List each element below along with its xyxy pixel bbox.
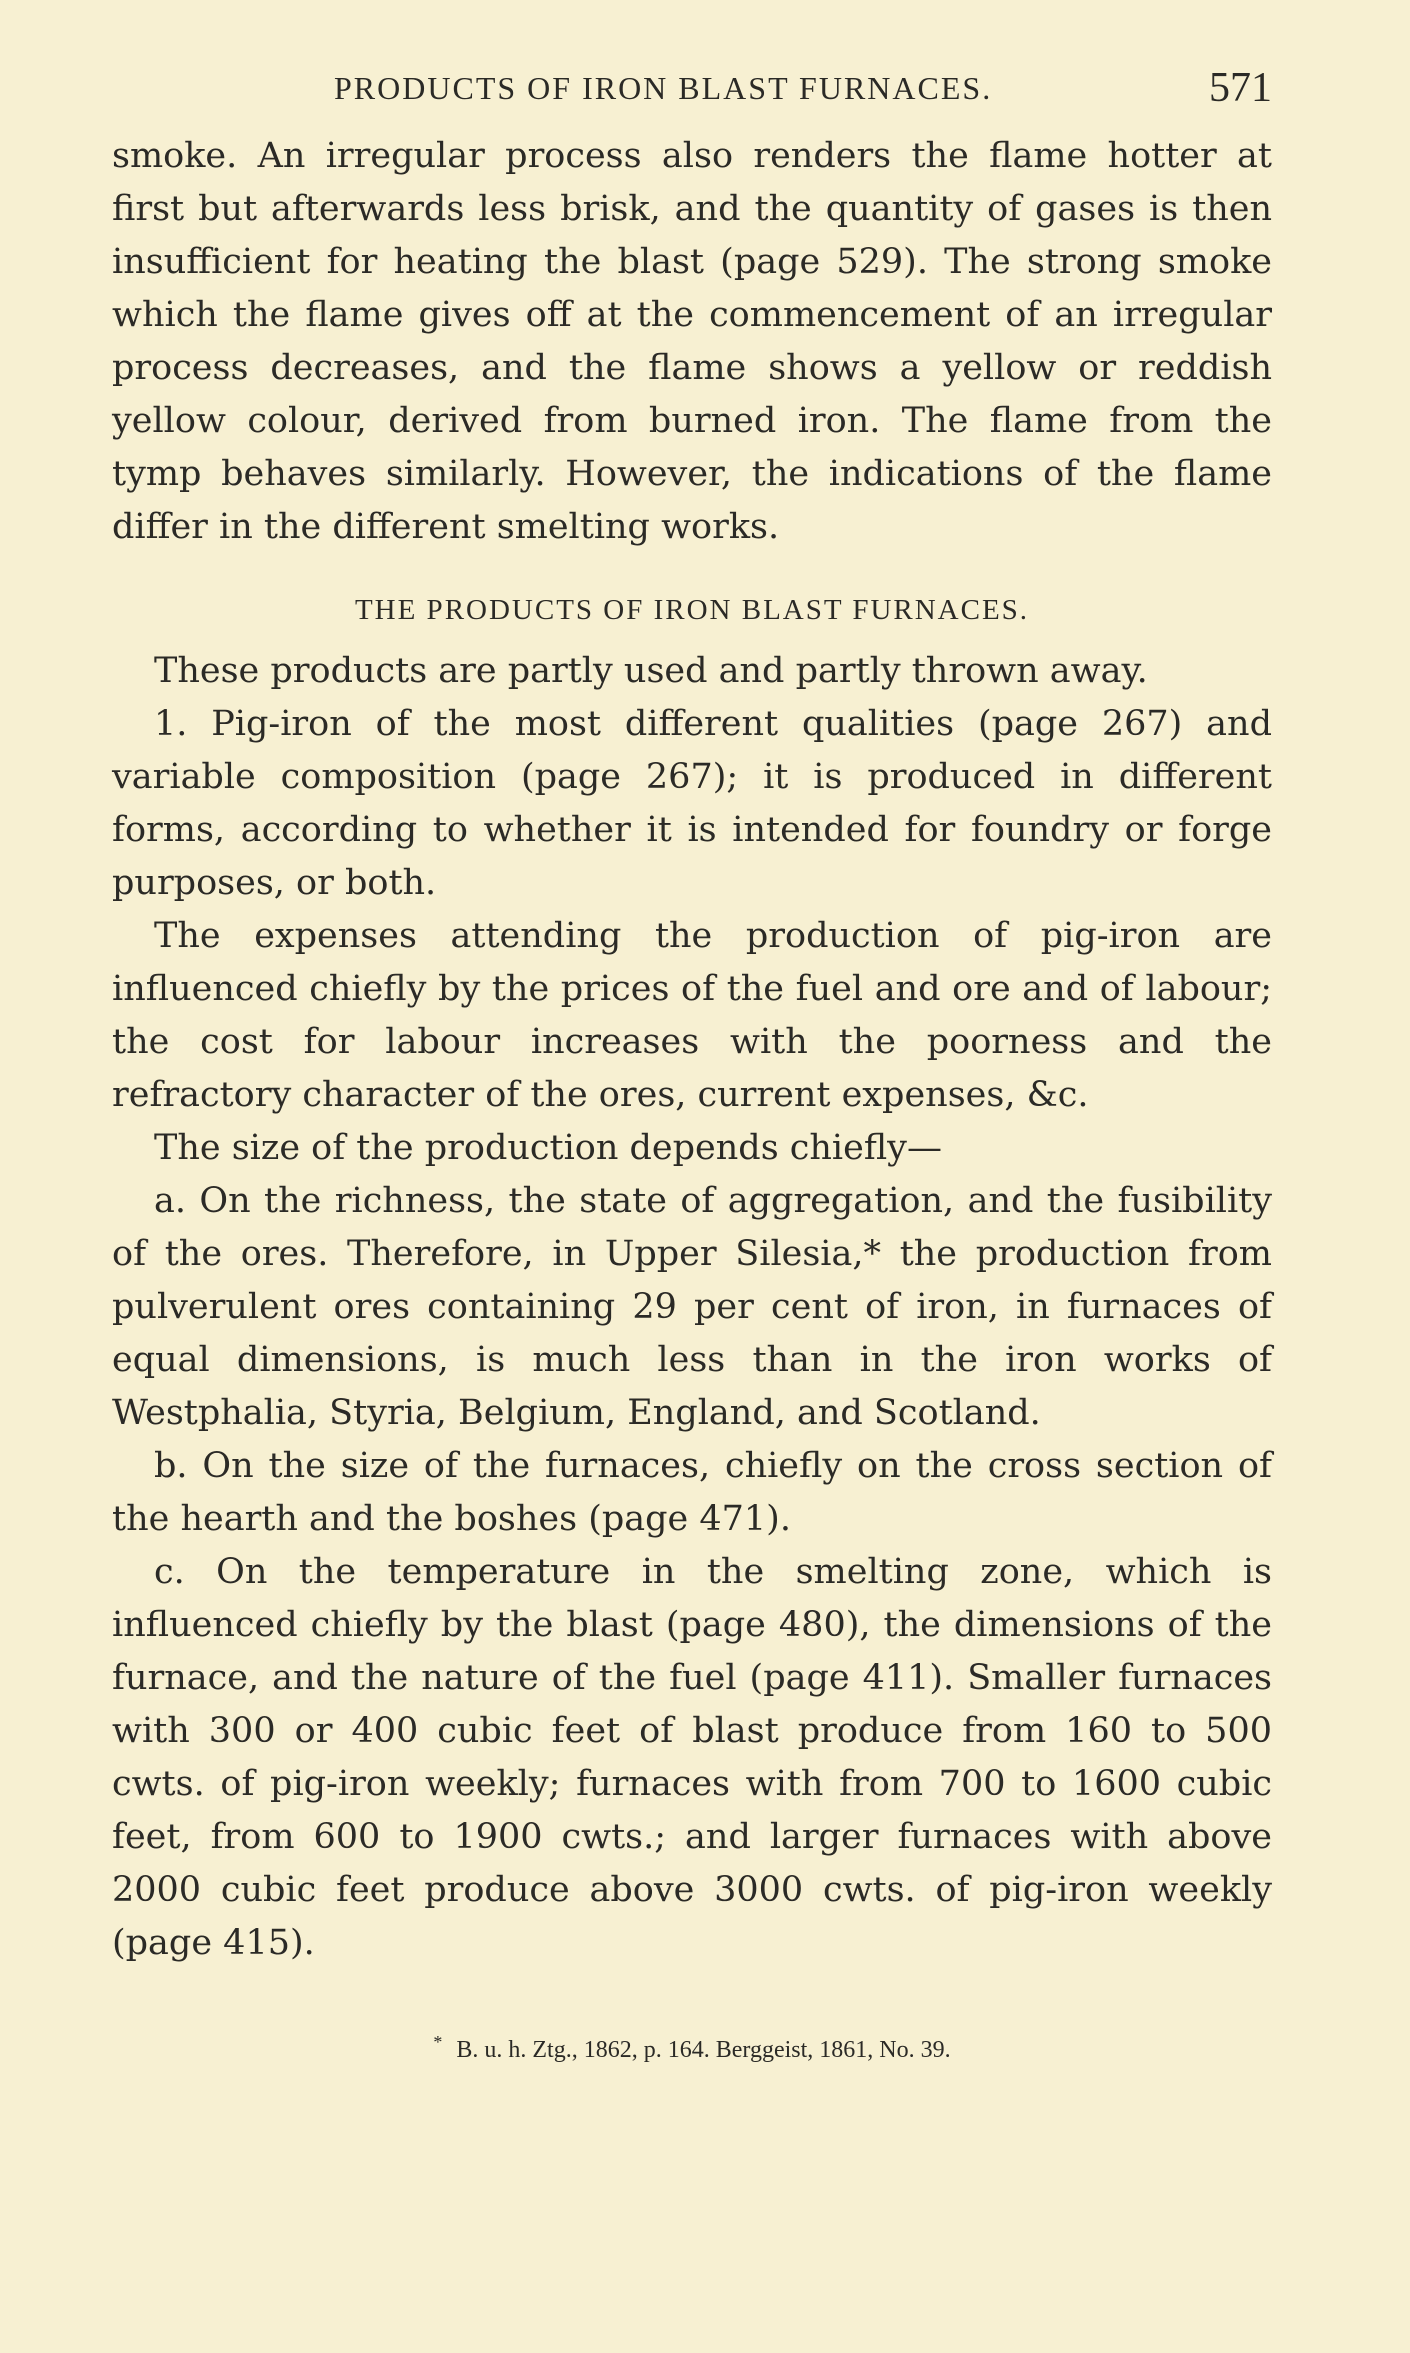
paragraph-continued: smoke. An irregular process also renders the flame hotter at first but afterwards less brisk, and the quantity of gases is then insufficient for heating the blast (page 529). The strong smoke which the flame gives off at the commencement of an irregular process decreases, and the flame shows a yellow or reddish yellow colour, derived from burned iron. The flame from the tymp behaves similarly. However, the indications of the flame differ in the different smelting works. [112,136,1272,547]
running-title: PRODUCTS OF IRON BLAST FURNACES. [334,70,993,106]
footnote [112,2026,1272,2066]
footnote-text: B. u. h. Ztg., 1862, p. 164. Berggeist, 1861, No. 39. [456,2037,951,2063]
paragraph-factor-b: b. On the size of the furnaces, chiefly on the cross section of the hearth and the boshes (page 471). [112,1446,1272,1539]
paragraph-factor-a: a. On the richness, the state of aggregation, and the fusibility of the ores. Therefore, in Upper Silesia,* the production from pulverulent ores containing 29 per cent of iron, in furnaces of equal dimensions, is much less than in the iron works of Westphalia, Styria, Belgium, England, and Scotland. [112,1181,1272,1433]
paragraph-products-intro: These products are partly used and partly thrown away. [154,651,1148,691]
paragraph-factor-c: c. On the temperature in the smelting zone, which is influenced chiefly by the blast (page 480), the dimensions of the furnace, and the nature of the fuel (page 411). Smaller furnaces with 300 or 400 cubic feet of blast produce from 160 to 500 cwts. of pig-iron weekly; furnaces with from 700 to 1600 cubic feet, from 600 to 1900 cwts.; and larger furnaces with above 2000 cubic feet produce above 3000 cwts. of pig-iron weekly (page 415). [112,1552,1272,1963]
paragraph-pig-iron: 1. Pig-iron of the most different qualities (page 267) and variable composition (page 267); it is produced in different forms, according to whether it is intended for foundry or forge purposes, or both. [112,704,1272,903]
page-number: 571 [1209,65,1272,111]
running-head [112,60,1272,130]
paragraph-expenses: The expenses attending the production of pig-iron are influenced chiefly by the prices of the fuel and ore and of labour; the cost for labour increases with the poorness and the refractory character of the ores, current expenses, &c. [112,916,1272,1115]
footnote-marker: * [433,2032,443,2052]
section-heading: THE PRODUCTS OF IRON BLAST FURNACES. [354,594,1030,626]
book-page [112,60,1272,2066]
paragraph-production-size: The size of the production depends chiefly— [154,1128,942,1168]
